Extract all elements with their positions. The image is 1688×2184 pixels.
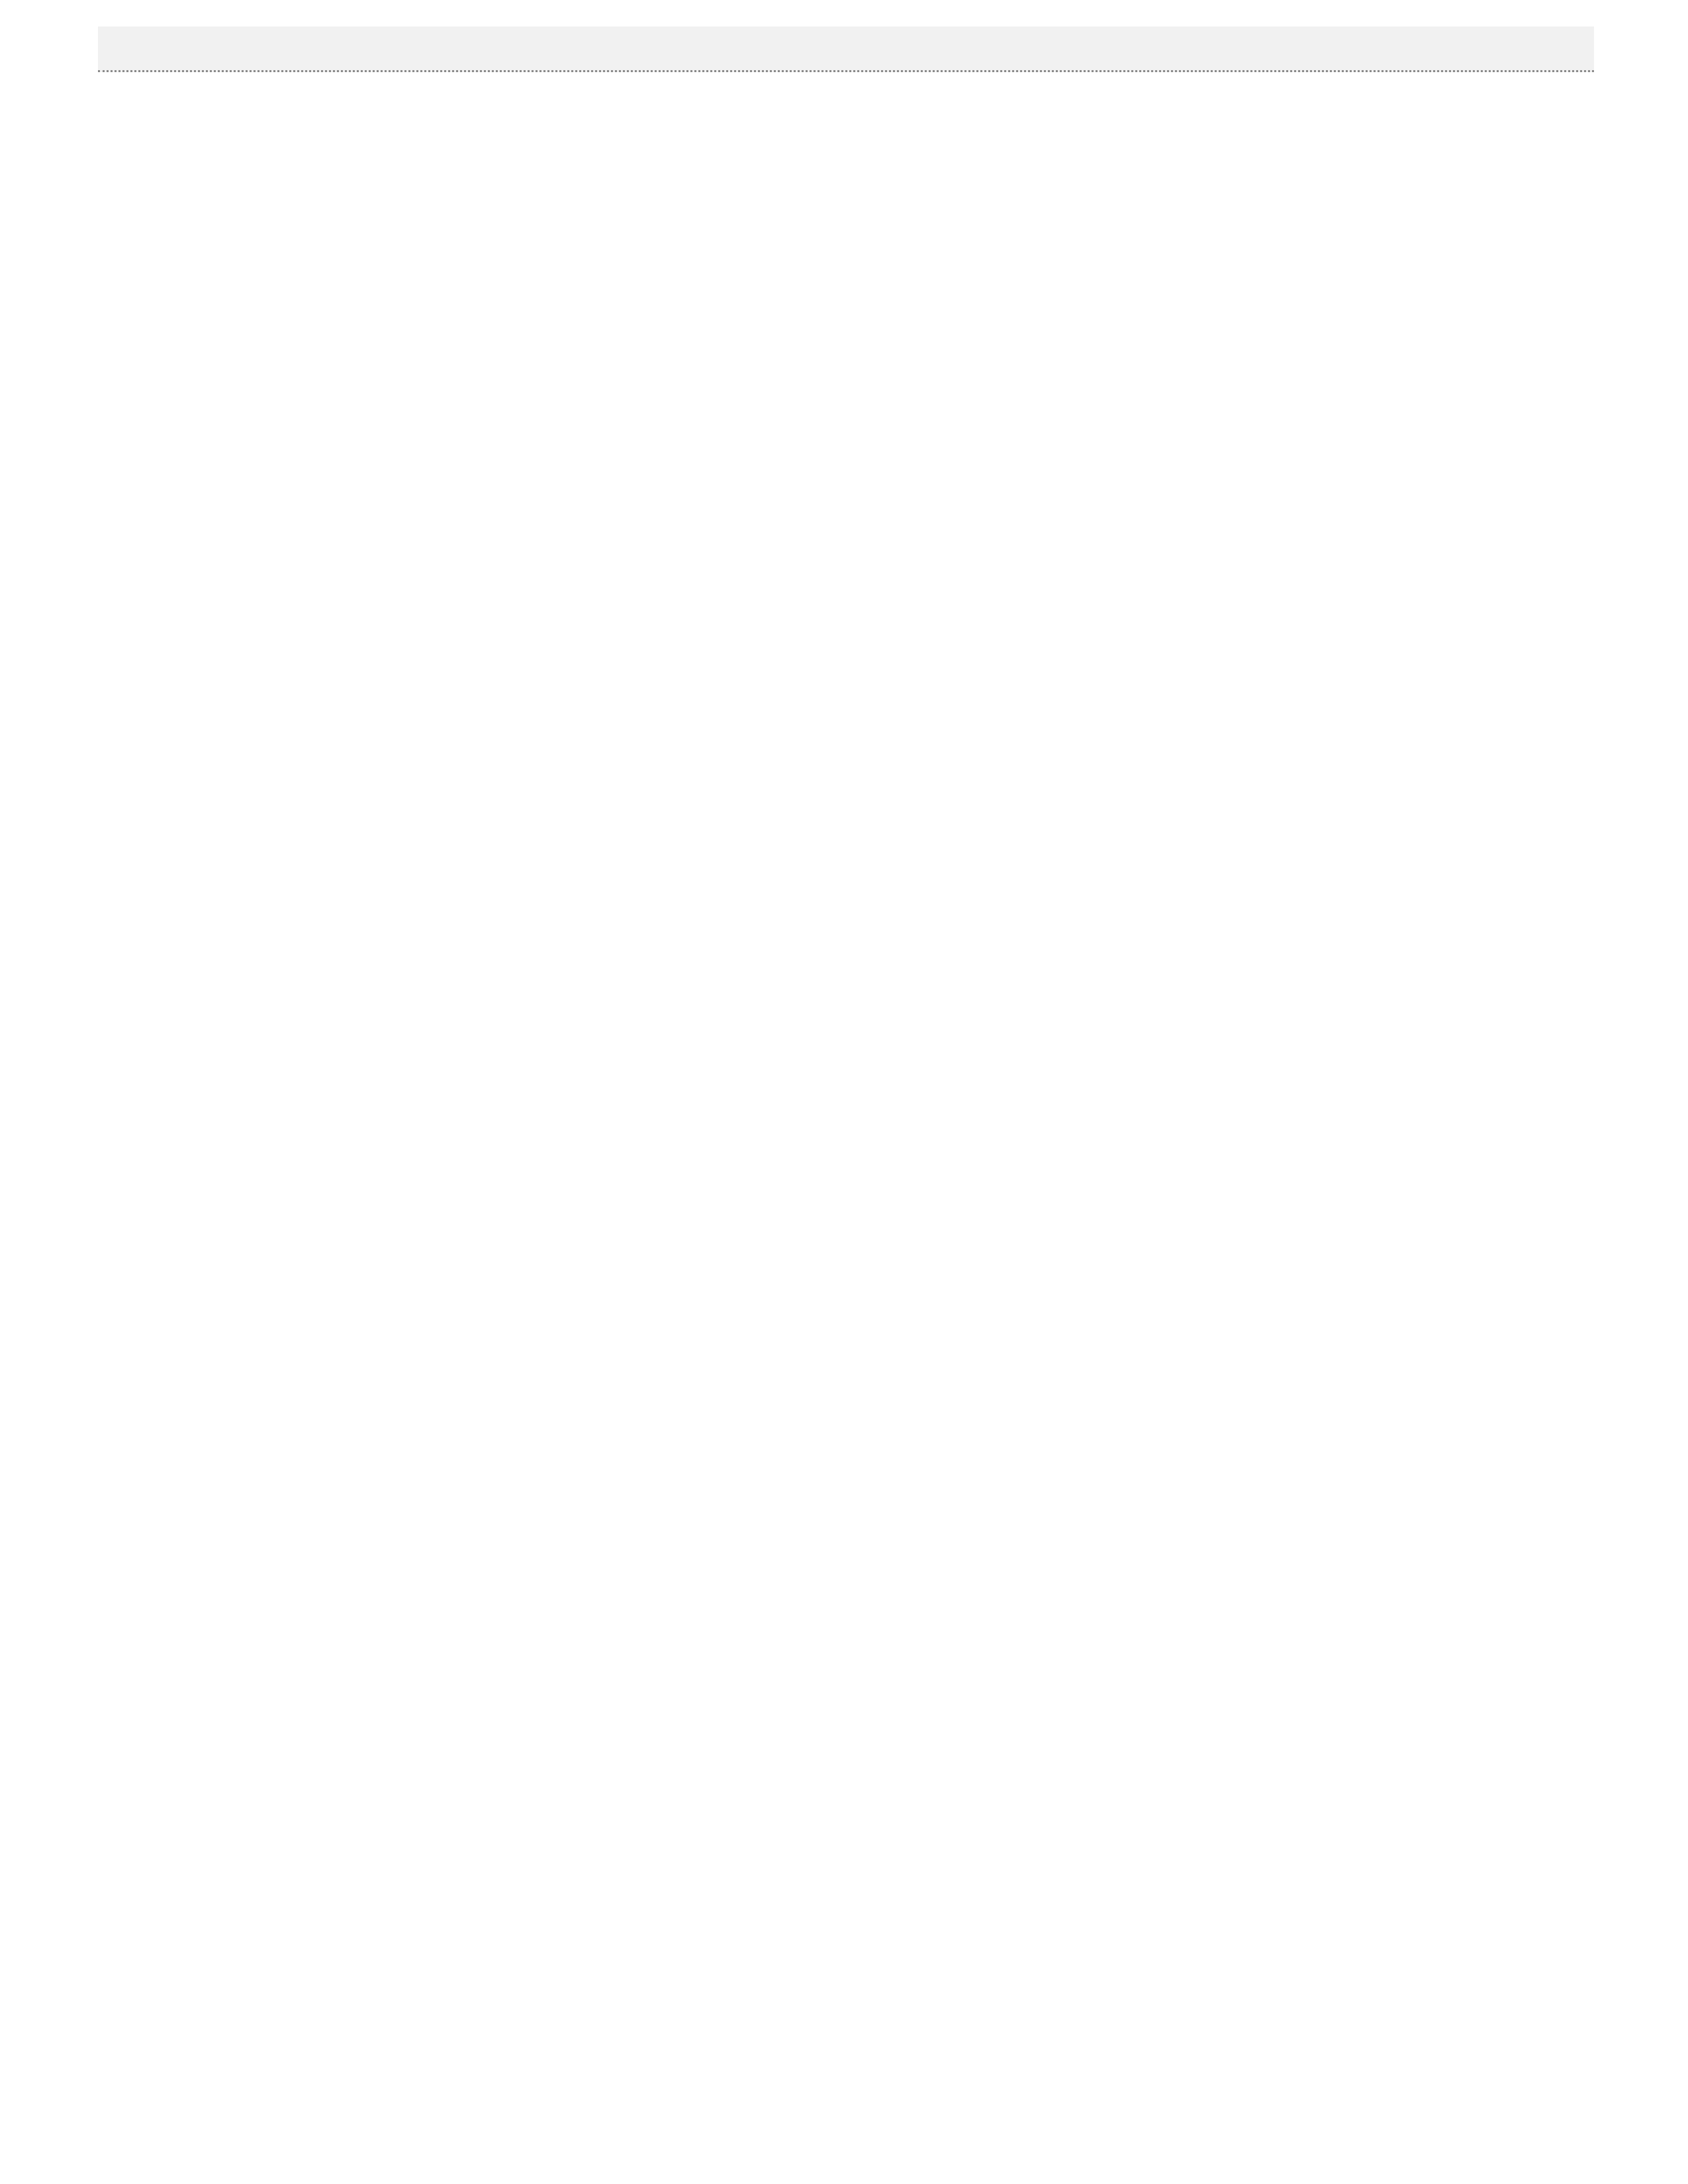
academic-section-header — [98, 26, 1594, 72]
resume-page — [98, 24, 1594, 80]
